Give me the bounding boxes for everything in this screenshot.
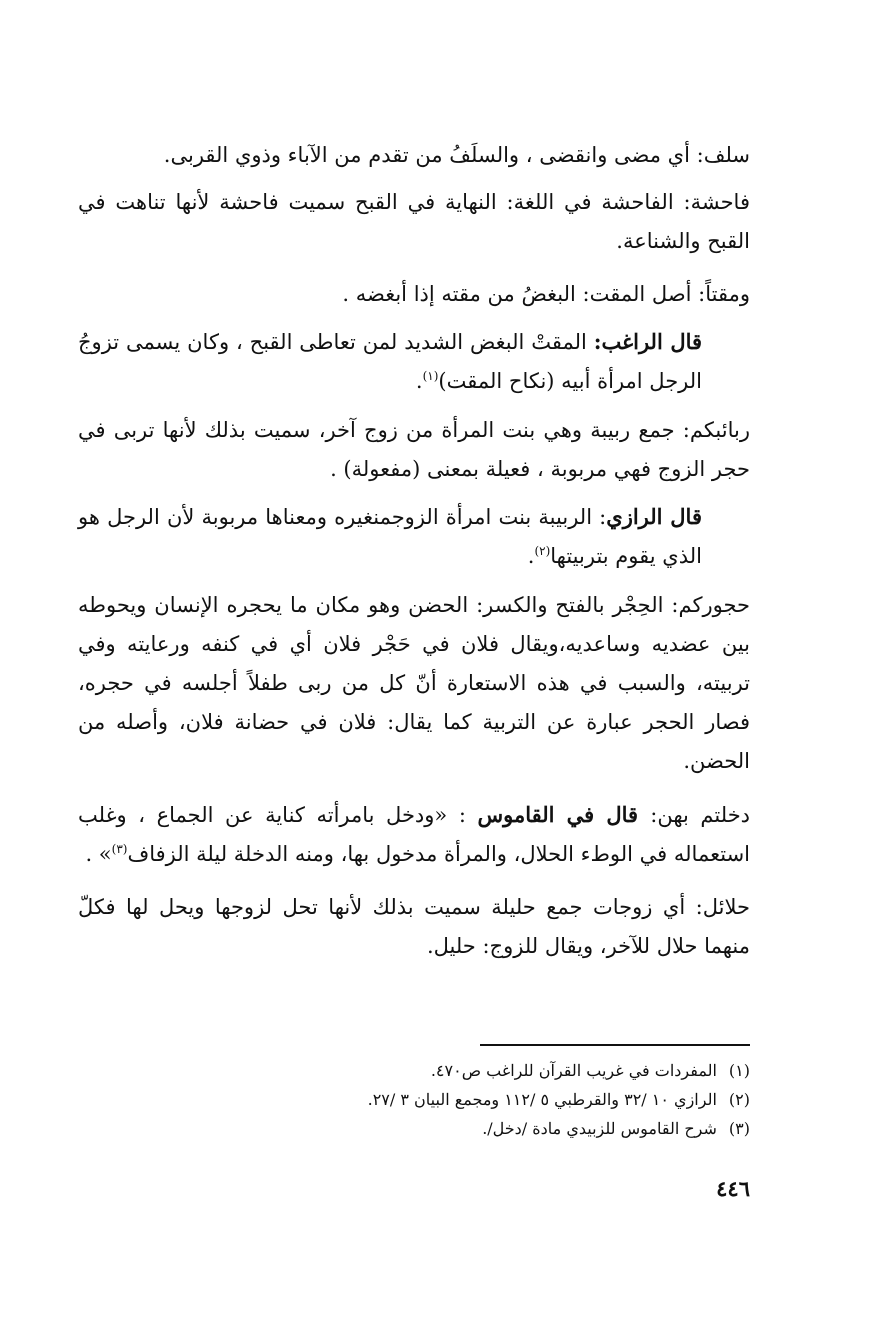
entry-fahisha: [78, 183, 750, 261]
quote-label: قال الراغب:: [593, 329, 703, 354]
entry-text: الفاحشة في اللغة: النهاية في القبح سميت فاحشة لأنها تناهت في القبح والشناعة.: [78, 190, 750, 253]
footnote-divider: [480, 1044, 750, 1046]
footnote-ref: (٢): [534, 544, 551, 558]
quote-text: : الربيبة بنت امرأة الزوجمنغيره ومعناها مربوبة لأن الرجل هو الذي يقوم بتربيتها: [78, 505, 702, 568]
footnote-text: الرازي ١٠ /٣٢ والقرطبي ٥ /١١٢ ومجمع البيان ٣ /٢٧.: [367, 1090, 717, 1109]
entry-rabaibukum: [78, 411, 750, 489]
entry-text: أصل المقت: البغضُ من مقته إذا أبغضه .: [342, 282, 699, 306]
entry-text: أي مضى وانقضى ، والسلَفُ من تقدم من الآباء وذوي القربى.: [163, 143, 697, 167]
footnote-ref: (٣): [111, 842, 128, 856]
entry-salaf: [78, 136, 750, 175]
entry-term: فاحشة:: [683, 190, 750, 214]
footnote-item: [78, 1114, 750, 1143]
footnote-ref: (١): [422, 369, 439, 383]
entry-dakhaltum: [78, 795, 750, 874]
entry-term: حجوركم:: [671, 593, 750, 617]
entry-hujurikum: [78, 586, 750, 781]
quote-text: المقتْ البغض الشديد لمن تعاطى القبح ، وكان يسمى تزوجُ الرجل امرأة أبيه (نكاح المقت): [78, 330, 702, 393]
entry-term: سلف:: [696, 143, 750, 167]
entry-term: دخلتم بهن:: [650, 803, 751, 827]
quote-label: قال الرازي: [606, 504, 702, 529]
entry-text: : «ودخل بامرأته كناية عن الجماع ، وغلب استعماله في الوطء الحلال، والمرأة مدخول بها، ومنه الدخلة ليلة الزفاف: [78, 803, 750, 866]
footnote-number: (٣): [728, 1119, 750, 1138]
quote-end: .: [415, 369, 423, 393]
entry-text: الحِجْر بالفتح والكسر: الحضن وهو مكان ما يحجره الإنسان ويحوطه بين عضديه وساعديه،ويقال فلان في حَجْر فلان أي في كنفه ورعايته وفي تربيته، والسبب في هذه الاستعارة أنّ كل من ربى طفلاً أجلسه في حجره، فصار الحجر عبارة عن التربية كما يقال: فلان في حضانة فلان، وأصله من الحضن.: [78, 593, 750, 773]
footnote-text: المفردات في غريب القرآن للراغب ص٤٧٠.: [430, 1061, 717, 1080]
footnote-item: [78, 1085, 750, 1114]
quote-end: .: [527, 544, 535, 568]
footnote-text: شرح القاموس للزبيدي مادة /دخل/.: [482, 1119, 717, 1138]
footnote-item: [78, 1056, 750, 1085]
entry-term: ومقتاً:: [698, 282, 750, 306]
page-number: ٤٤٦: [716, 1176, 750, 1201]
footnotes: [78, 1056, 750, 1143]
quote-end: » .: [85, 842, 112, 866]
footnote-number: (٢): [728, 1090, 750, 1109]
entry-text: جمع ربيبة وهي بنت المرأة من زوج آخر، سميت بذلك لأنها تربى في حجر الزوج فهي مربوبة ، فعيلة بمعنى (مفعولة) .: [78, 418, 750, 481]
footnote-number: (١): [728, 1061, 750, 1080]
entry-term: حلائل:: [695, 895, 750, 919]
quote-label: قال في القاموس: [477, 802, 651, 827]
entry-term: ربائبكم:: [682, 418, 750, 442]
quote-razi: [78, 497, 750, 576]
book-page: [78, 136, 750, 1236]
quote-raghib: [78, 322, 750, 401]
entry-halail: [78, 888, 750, 966]
entry-maqtan: [78, 275, 750, 314]
entry-text: أي زوجات جمع حليلة سميت بذلك لأنها تحل لزوجها ويحل لها فكلّ منهما حلال للآخر، ويقال للزوج: حليل.: [78, 895, 750, 958]
